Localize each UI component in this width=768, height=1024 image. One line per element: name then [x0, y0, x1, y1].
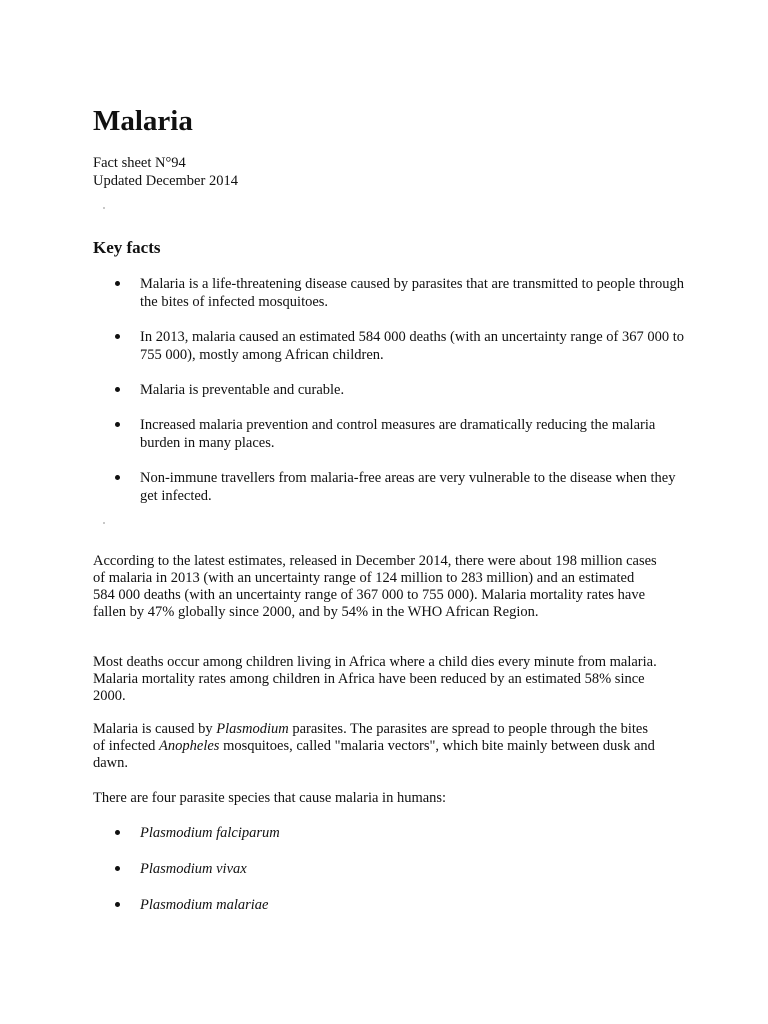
separator-dot: [103, 522, 105, 524]
species-item: [93, 860, 685, 878]
separator-dot: [103, 207, 105, 209]
body-paragraph-children: Most deaths occur among children living in Africa where a child dies every minute from malaria. Malaria mortality rates among children in Africa have been reduced by an estimated 58% since 2000.: [93, 654, 657, 704]
cause-text-3: mosquitoes, called "malaria vectors", which bite mainly between dusk and dawn.: [93, 738, 655, 771]
bullet-icon: [115, 387, 120, 392]
species-name: Plasmodium vivax: [140, 861, 247, 877]
bullet-icon: [115, 334, 120, 339]
body-paragraph-cause: [93, 721, 658, 772]
bullet-icon: [115, 281, 120, 286]
species-item: [93, 824, 685, 842]
fact-sheet-number: Fact sheet N°94: [93, 155, 186, 171]
body-paragraph-species-intro: There are four parasite species that cause malaria in humans:: [93, 790, 447, 806]
bullet-icon: [115, 866, 120, 871]
document-meta: [93, 154, 238, 190]
species-name: Plasmodium falciparum: [140, 825, 280, 841]
body-paragraph-estimates: According to the latest estimates, released in December 2014, there were about 198 million cases of malaria in 2013 (with an uncertainty range of 124 million to 283 million) and an estimated 584 000 deaths (with an uncertainty range of 367 000 to 755 000). Malaria mortality rates have fallen by 47% globally since 2000, and by 54% in the WHO African Region.: [93, 553, 657, 620]
species-name: Plasmodium malariae: [140, 897, 269, 913]
species-item: [93, 896, 685, 914]
cause-text-1: Malaria is caused by: [93, 721, 217, 737]
cause-italic-plasmodium: Plasmodium: [216, 721, 289, 737]
bullet-icon: [115, 830, 120, 835]
key-facts-list: [93, 275, 683, 522]
key-fact-text: Malaria is a life-threatening disease caused by parasites that are transmitted to people through the bites of infected mosquitoes.: [140, 276, 684, 310]
key-fact-item: [93, 469, 685, 505]
key-fact-item: [93, 328, 685, 364]
key-fact-text: Increased malaria prevention and control measures are dramatically reducing the malaria burden in many places.: [140, 417, 656, 451]
species-list: [93, 824, 683, 932]
bullet-icon: [115, 902, 120, 907]
updated-date: Updated December 2014: [93, 173, 238, 189]
cause-text-2: parasites. The parasites are spread to people through the bites of infected: [93, 721, 649, 754]
key-fact-text: In 2013, malaria caused an estimated 584 000 deaths (with an uncertainty range of 367 000 to 755 000), mostly among African children.: [140, 329, 684, 363]
key-fact-item: [93, 416, 685, 452]
key-fact-item: [93, 275, 685, 311]
key-fact-item: [93, 381, 685, 399]
key-fact-text: Non-immune travellers from malaria-free areas are very vulnerable to the disease when they get infected.: [140, 470, 676, 504]
cause-italic-anopheles: Anopheles: [159, 738, 220, 754]
key-fact-text: Malaria is preventable and curable.: [140, 382, 345, 398]
bullet-icon: [115, 475, 120, 480]
page-title: Malaria: [93, 105, 193, 137]
bullet-icon: [115, 422, 120, 427]
key-facts-heading: Key facts: [93, 238, 161, 257]
